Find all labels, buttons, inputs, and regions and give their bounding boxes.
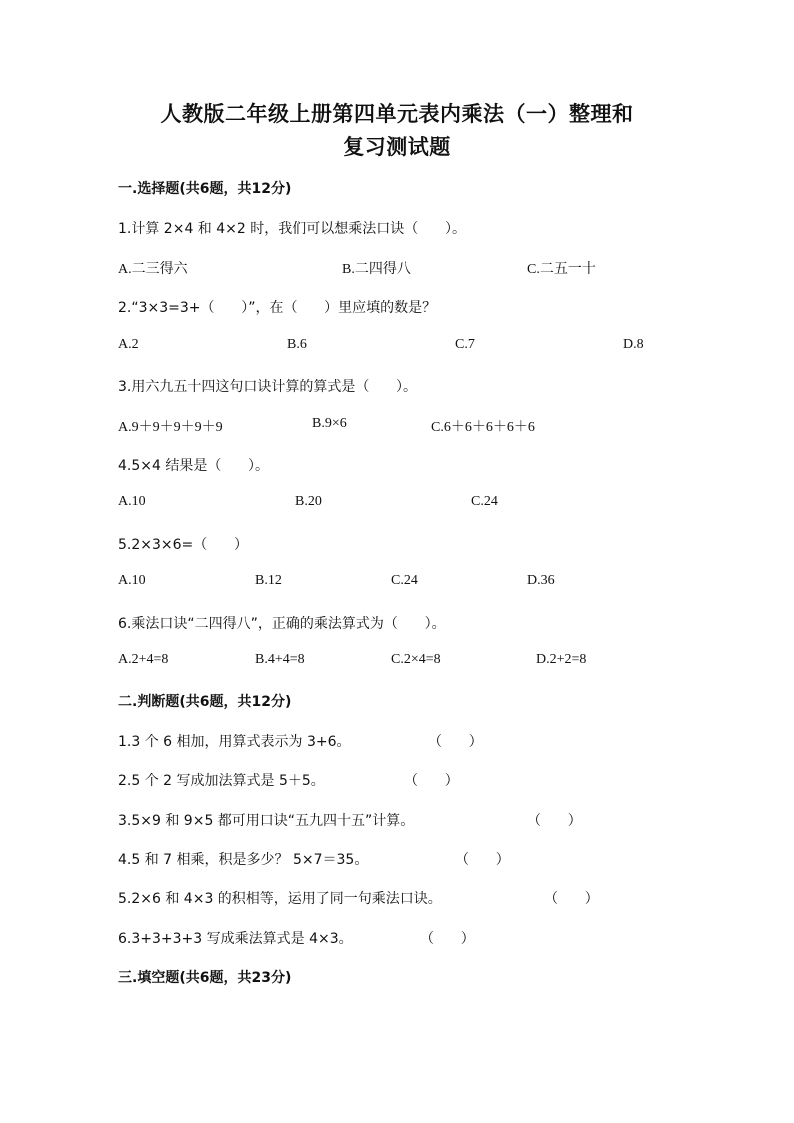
judgement-2-answer-paren: （ ） [404,773,459,789]
q6-option-d: D.2+2=8 [536,652,587,667]
judgement-4-answer-paren: （ ） [455,852,510,868]
section-heading-judgement: 二.判断题(共6题，共12分) [118,694,292,710]
question-4: 4.5×4 结果是（ ）。 [118,458,270,474]
q2-option-c: C.7 [455,337,475,352]
q6-option-c: C.2×4=8 [391,652,441,667]
judgement-5-answer-paren: （ ） [544,891,599,907]
section-heading-fill-in: 三.填空题(共6题，共23分) [118,970,292,986]
q5-option-a: A.10 [118,573,146,588]
q4-option-c: C.24 [471,494,498,509]
judgement-2: 2.5 个 2 写成加法算式是 5＋5。 [118,773,325,789]
q1-option-c: C.二五一十 [527,262,596,277]
q4-option-a: A.10 [118,494,146,509]
judgement-3: 3.5×9 和 9×5 都可用口诀“五九四十五”计算。 [118,813,415,829]
section-heading-choice: 一.选择题(共6题，共12分) [118,181,292,197]
judgement-6: 6.3+3+3+3 写成乘法算式是 4×3。 [118,931,353,947]
judgement-4: 4.5 和 7 相乘，积是多少？ 5×7＝35。 [118,852,369,868]
q5-option-b: B.12 [255,573,282,588]
q4-option-b: B.20 [295,494,322,509]
question-5: 5.2×3×6=（ ） [118,537,248,553]
q2-option-d: D.8 [623,337,644,352]
judgement-5: 5.2×6 和 4×3 的积相等，运用了同一句乘法口诀。 [118,891,442,907]
question-3: 3.用六九五十四这句口诀计算的算式是（ ）。 [118,379,418,395]
q2-option-a: A.2 [118,337,139,352]
page-title-line-1: 人教版二年级上册第四单元表内乘法（一）整理和 [160,101,634,126]
q1-option-b: B.二四得八 [342,262,411,277]
judgement-3-answer-paren: （ ） [527,813,582,829]
q5-option-c: C.24 [391,573,418,588]
q3-option-b: B.9×6 [312,416,347,431]
q6-option-a: A.2+4=8 [118,652,169,667]
q6-option-b: B.4+4=8 [255,652,305,667]
judgement-6-answer-paren: （ ） [420,931,475,947]
judgement-1: 1.3 个 6 相加，用算式表示为 3+6。 [118,734,351,750]
question-2: 2.“3×3=3+（ ）”，在（ ）里应填的数是？ [118,300,437,316]
q2-option-b: B.6 [287,337,307,352]
page-title-line-2: 复习测试题 [343,134,451,159]
question-1: 1.计算 2×4 和 4×2 时，我们可以想乘法口诀（ ）。 [118,221,466,237]
question-6: 6.乘法口诀“二四得八”，正确的乘法算式为（ ）。 [118,616,446,632]
q1-option-a: A.二三得六 [118,262,188,277]
q3-option-a: A.9＋9＋9＋9＋9 [118,420,223,435]
q3-option-c: C.6＋6＋6＋6＋6 [431,420,535,435]
judgement-1-answer-paren: （ ） [428,734,483,750]
q5-option-d: D.36 [527,573,555,588]
